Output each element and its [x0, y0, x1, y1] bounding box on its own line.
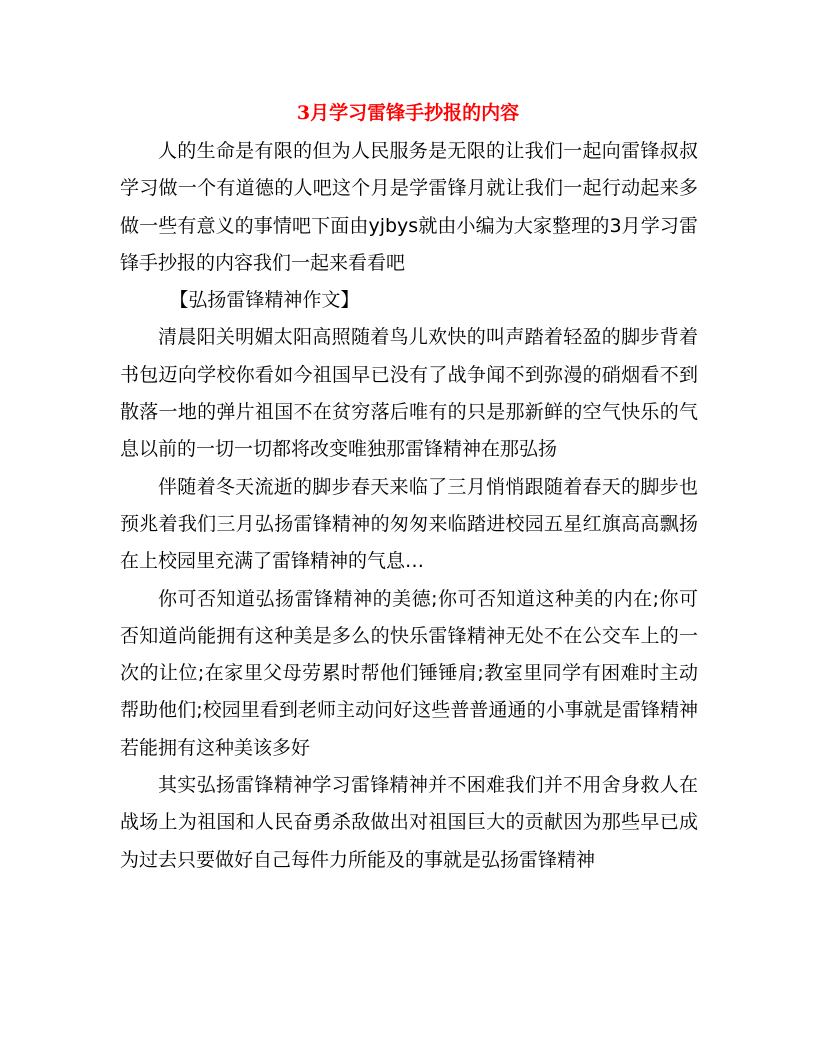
body-paragraph-2: 伴随着冬天流逝的脚步春天来临了三月悄悄跟随着春天的脚步也预兆着我们三月弘扬雷锋精神的匆匆来临踏进校园五星红旗高高飘扬在上校园里充满了雷锋精神的气息…: [120, 475, 698, 573]
body-paragraph-3: 你可否知道弘扬雷锋精神的美德;你可否知道这种美的内在;你可否知道尚能拥有这种美是多么的快乐雷锋精神无处不在公交车上的一次的让位;在家里父母劳累时帮他们锤锤肩;教室里同学有困难时主动帮助他们;校园里看到老师主动问好这些普普通通的小事就是雷锋精神若能拥有这种美该多好: [120, 587, 698, 759]
intro-paragraph: 人的生命是有限的但为人民服务是无限的让我们一起向雷锋叔叔学习做一个有道德的人吧这个月是学雷锋月就让我们一起行动起来多做一些有意义的事情吧下面由yjbys就由小编为大家整理的3月学习雷锋手抄报的内容我们一起来看看吧: [120, 140, 698, 274]
body-paragraph-4: 其实弘扬雷锋精神学习雷锋精神并不困难我们并不用舍身救人在战场上为祖国和人民奋勇杀敌做出对祖国巨大的贡献因为那些早已成为过去只要做好自己每件力所能及的事就是弘扬雷锋精神: [120, 774, 698, 871]
body-paragraph-1: 清晨阳关明媚太阳高照随着鸟儿欢快的叫声踏着轻盈的脚步背着书包迈向学校你看如今祖国早已没有了战争闻不到弥漫的硝烟看不到散落一地的弹片祖国不在贫穷落后唯有的只是那新鲜的空气快乐的气息以前的一切一切都将改变唯独那雷锋精神在那弘扬: [120, 326, 698, 461]
document-body: [120, 133, 698, 879]
page-title: 3月学习雷锋手抄报的内容: [296, 102, 520, 124]
section-heading: 【弘扬雷锋精神作文】: [169, 289, 360, 312]
